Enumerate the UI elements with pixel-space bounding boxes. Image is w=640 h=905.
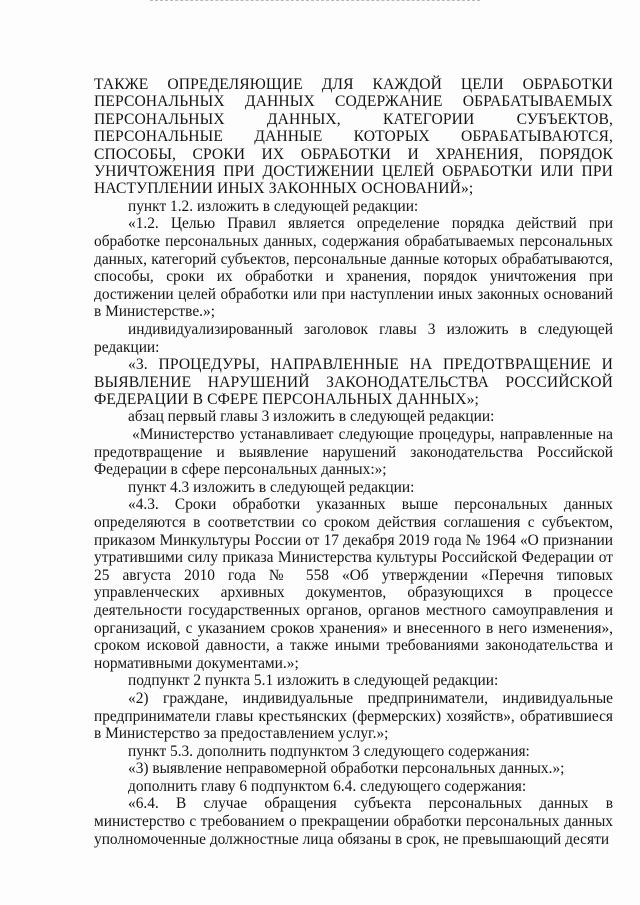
amendment-paragraph: «2) граждане, индивидуальные предприниматели, индивидуальные предприниматели главы крестьянских (фермерских) хозяйств», обратившиеся в Министерство за предоставлением услуг.»; [94, 689, 613, 743]
instruction-paragraph: пункт 5.3. дополнить подпунктом 3 следующего содержания: [128, 742, 530, 760]
document-body [94, 76, 613, 848]
instruction-paragraph: абзац первый главы 3 изложить в следующей редакции: [128, 408, 495, 426]
scan-edge-line [150, 0, 480, 1]
instruction-paragraph: дополнить главу 6 подпунктом 6.4. следующего содержания: [128, 777, 527, 795]
instruction-paragraph: пункт 1.2. изложить в следующей редакции: [128, 197, 419, 215]
amendment-paragraph: «4.3. Сроки обработки указанных выше персональных данных определяются в соответствии со сроком действия соглашения с субъектом, приказом Минкультуры России от 17 декабря 2019 года № 1964 «О признании утратившими силу приказа Министерства культуры Российской Федерации от 25 августа 2010 года № 558 «Об утверждении «Перечня типовых управленческих архивных документов, образующихся в процессе деятельности государственных органов, органов местного самоуправления и организаций, с указанием сроков хранения» и внесенного в него изменения», сроком исковой давности, а также иными требованиями законодательства и нормативными документами.»; [94, 496, 613, 672]
instruction-paragraph: пункт 4.3 изложить в следующей редакции: [128, 478, 415, 496]
instruction-paragraph: индивидуализированный заголовок главы 3 изложить в следующей редакции: [94, 321, 613, 356]
instruction-paragraph: подпункт 2 пункта 5.1 изложить в следующей редакции: [128, 672, 499, 690]
caps-continuation-paragraph: ТАКЖЕ ОПРЕДЕЛЯЮЩИЕ ДЛЯ КАЖДОЙ ЦЕЛИ ОБРАБОТКИ ПЕРСОНАЛЬНЫХ ДАННЫХ СОДЕРЖАНИЕ ОБРАБАТЫВАЕМЫХ ПЕРСОНАЛЬНЫХ ДАННЫХ, КАТЕГОРИИ СУБЪЕКТОВ, ПЕРСОНАЛЬНЫЕ ДАННЫЕ КОТОРЫХ ОБРАБАТЫВАЮТСЯ, СПОСОБЫ, СРОКИ ИХ ОБРАБОТКИ И ХРАНЕНИЯ, ПОРЯДОК УНИЧТОЖЕНИЯ ПРИ ДОСТИЖЕНИИ ЦЕЛЕЙ ОБРАБОТКИ ИЛИ ПРИ НАСТУПЛЕНИИ ИНЫХ ЗАКОННЫХ ОСНОВАНИЙ»; [94, 76, 613, 198]
amendment-paragraph: «6.4. В случае обращения субъекта персональных данных в министерство с требованием о прекращении обработки персональных данных уполномоченные должностные лица обязаны в срок, не превышающий десяти [94, 795, 613, 848]
amendment-paragraph: «Министерство устанавливает следующие процедуры, направленные на предотвращение и выявление нарушений законодательства Российской Федерации в сфере персональных данных:»; [94, 426, 613, 479]
chapter-heading-paragraph: «3. ПРОЦЕДУРЫ, НАПРАВЛЕННЫЕ НА ПРЕДОТВРАЩЕНИЕ И ВЫЯВЛЕНИЕ НАРУШЕНИЙ ЗАКОНОДАТЕЛЬСТВА РОССИЙСКОЙ ФЕДЕРАЦИИ В СФЕРЕ ПЕРСОНАЛЬНЫХ ДАННЫХ»; [94, 356, 613, 408]
amendment-paragraph: «3) выявление неправомерной обработки персональных данных.»; [128, 760, 565, 778]
amendment-paragraph: «1.2. Целью Правил является определение порядка действий при обработке персональных данных, содержания обрабатываемых персональных данных, категорий субъектов, персональные данные которых обрабатываются, способы, сроки их обработки и хранения, порядок уничтожения при достижении целей обработки или при наступлении иных законных оснований в Министерстве.»; [94, 215, 613, 321]
